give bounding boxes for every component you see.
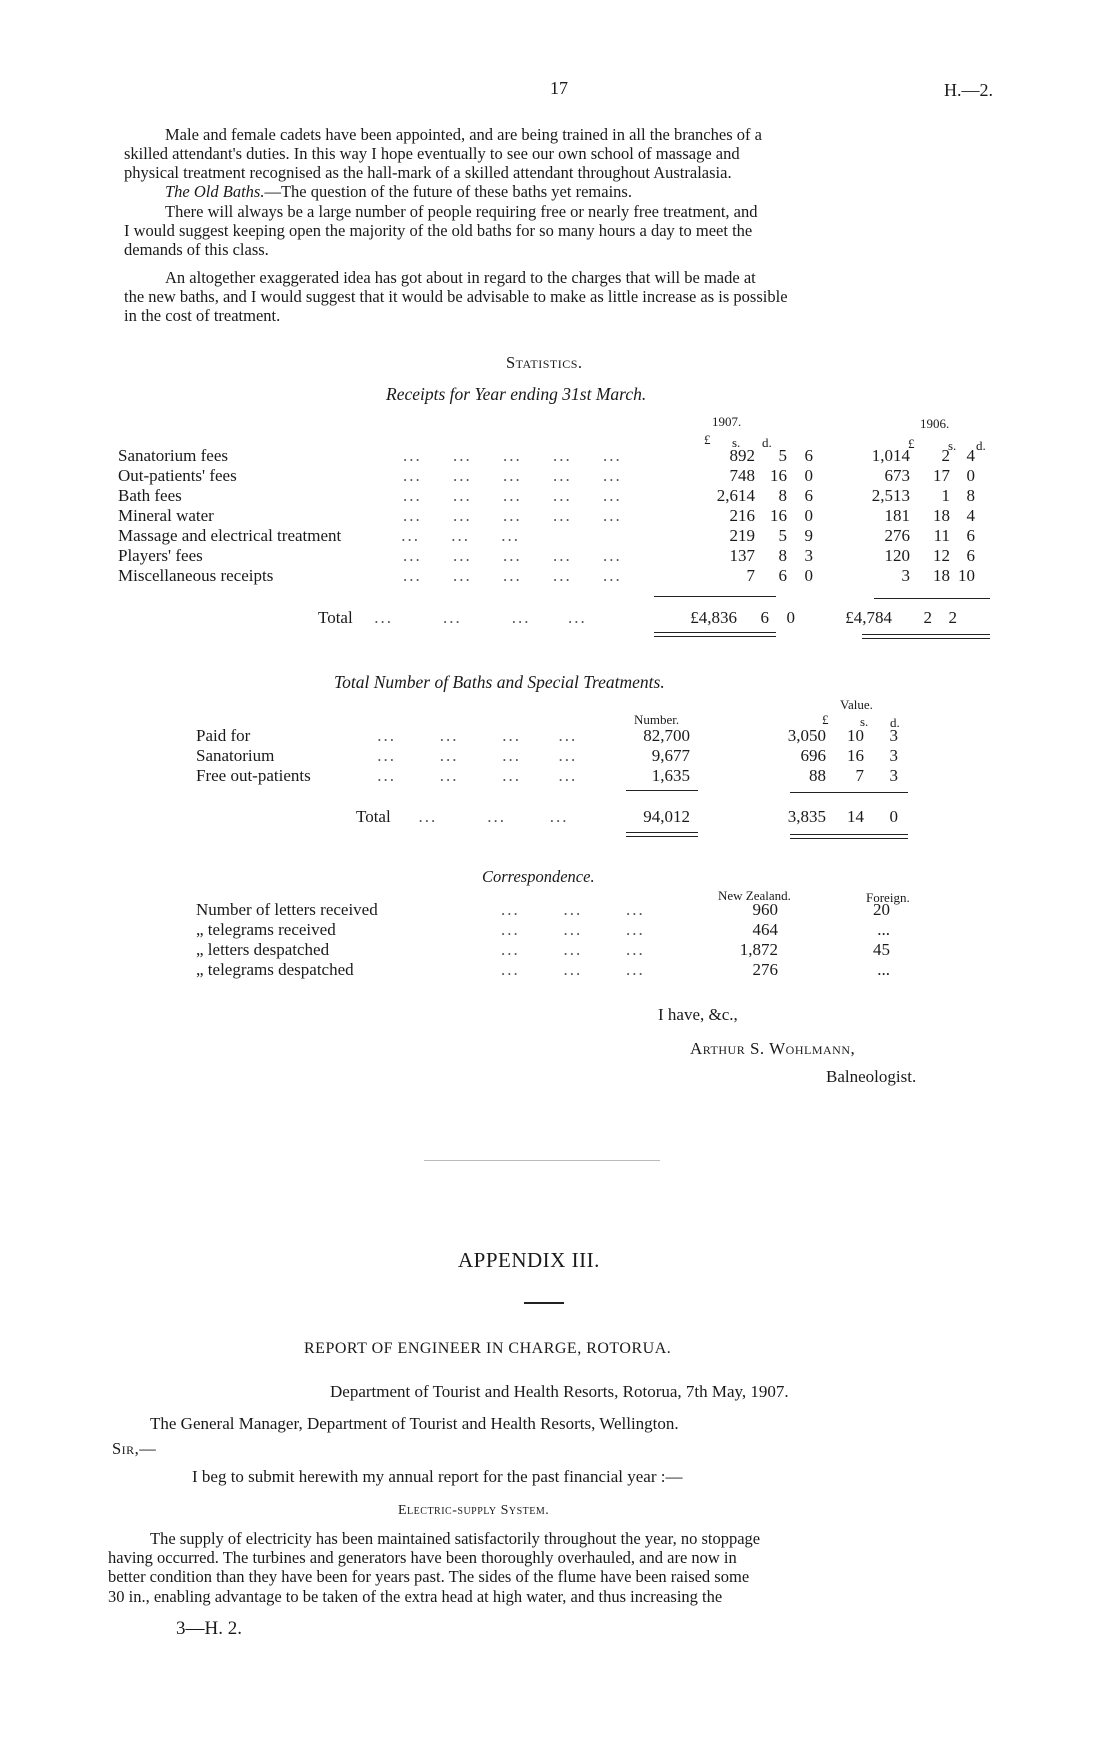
table-row: „ telegrams received ... ... ... 464 ... [196,920,890,939]
shilling-header: s. [948,438,957,453]
table-row: Sanatorium fees ... ... ... ... ... 892 5 6 1,014 2 4 [118,446,975,465]
total-value-pence: 0 [889,807,898,826]
total-label: Total [356,807,391,826]
signature-mark: 3—H. 2. [176,1618,242,1639]
page-number: 17 [550,78,568,98]
subtotal-rule [874,598,990,599]
table-row: Bath fees ... ... ... ... ... 2,614 8 6 2,513 1 8 [118,486,975,505]
baths-title: Total Number of Baths and Special Treatments. [334,672,665,692]
statistics-title: Statistics. [506,353,583,372]
subtotal-rule [626,790,698,791]
intro-line: skilled attendant's duties. In this way I hope eventually to see our own school of massage and [124,144,740,163]
old-baths-line [165,183,632,200]
heading-rule [524,1302,564,1304]
total-label: Total [318,608,353,627]
body-line: The supply of electricity has been maintained satisfactorily throughout the year, no stoppage [150,1529,761,1548]
total-1907-pounds: £4,836 [690,608,737,627]
intro-line: the new baths, and I would suggest that it would be advisable to make as little increase as is possible [124,287,788,306]
old-baths-label: The Old Baths. [165,182,265,201]
table-row: Total ... ... ... ... £4,836 6 0 £4,784 2 2 [318,608,957,627]
total-number: 94,012 [643,807,690,826]
total-1906-pence: 2 [948,608,957,627]
year-1907-label: 1907. [712,414,742,429]
receipt-label: Massage and electrical treatment ... ... ... [118,526,520,545]
intro-line: I would suggest keeping open the majority of the old baths for so many hours a day to meet the [124,221,753,240]
total-1906-shillings: 2 [923,608,932,627]
pound-header: £ [704,432,711,447]
table-row: Massage and electrical treatment ... ... ... 219 5 9 276 11 6 [118,526,975,545]
receipt-label: Out-patients' fees [118,466,237,485]
table-row: Paid for ... ... ... ... 82,700 3,050 10 3 [196,726,898,745]
intro-line: demands of this class. [124,240,269,259]
pence-header: d. [762,435,772,450]
year-1906-label: 1906. [920,416,950,431]
number-header: Number. [634,712,680,727]
new-zealand-header: New Zealand. [718,888,791,903]
intro-line: in the cost of treatment. [124,306,281,325]
receipt-label: Bath fees [118,486,182,505]
receipts-table [118,446,975,586]
correspondence-title: Correspondence. [482,867,595,886]
receipt-label: Miscellaneous receipts [118,566,274,585]
total-double-rule [790,834,908,839]
table-row: Miscellaneous receipts ... ... ... ... ... 7 6 0 3 18 10 [118,566,975,585]
table-row: Players' fees ... ... ... ... ... 137 8 3 120 12 6 [118,546,975,565]
salutation: Sir,— [112,1439,157,1458]
section-divider [424,1160,660,1161]
body-line: 30 in., enabling advantage to be taken of the extra head at high water, and thus increasing the [108,1587,723,1606]
body-line: better condition than they have been for years past. The sides of the flume have been raised some [108,1567,750,1586]
total-double-rule [626,832,698,837]
table-row: Total ... ... ... 94,012 3,835 14 0 [356,807,898,826]
table-row: Mineral water ... ... ... ... ... 216 16 0 181 18 4 [118,506,975,525]
old-baths-text: —The question of the future of these baths yet remains. [264,182,632,201]
intro-line: Male and female cadets have been appointed, and are being trained in all the branches of a [165,125,762,144]
table-row: Number of letters received ... ... ... 960 20 [196,900,890,919]
baths-label: Paid for [196,726,251,745]
addressee: The General Manager, Department of Tourist and Health Resorts, Wellington. [150,1414,679,1433]
baths-label: Sanatorium [196,746,275,765]
author-name: Arthur S. Wohlmann, [690,1039,856,1058]
receipts-total-row [318,608,957,628]
total-double-rule [862,634,990,639]
pence-header: d. [890,715,900,730]
body-line: having occurred. The turbines and generators have been thoroughly overhauled, and are now in [108,1548,737,1567]
report-title: REPORT OF ENGINEER IN CHARGE, ROTORUA. [304,1340,672,1357]
baths-label: Free out-patients [196,766,311,785]
shilling-header: s. [860,714,869,729]
baths-total-row [356,807,898,827]
subtotal-rule [654,596,776,597]
intro-line: physical treatment recognised as the hall-mark of a skilled attendant throughout Australasia. [124,163,732,182]
subtotal-rule [790,792,908,793]
receipts-rows [118,446,975,586]
value-header: Value. [840,697,873,712]
correspondence-label: „ letters despatched [196,940,330,959]
dateline: Department of Tourist and Health Resorts, Rotorua, 7th May, 1907. [330,1382,789,1401]
correspondence-label: Number of letters received [196,900,378,919]
pound-header: £ [908,436,915,451]
pound-header: £ [822,712,829,727]
correspondence-label: „ telegrams despatched [196,960,354,979]
opening-line: I beg to submit herewith my annual report for the past financial year :— [192,1467,683,1486]
pence-header: d. [976,438,986,453]
table-row: Out-patients' fees ... ... ... ... ... 748 16 0 673 17 0 [118,466,975,485]
table-row: „ letters despatched ... ... ... 1,872 45 [196,940,890,959]
author-title: Balneologist. [826,1067,917,1086]
receipt-label: Players' fees [118,546,203,565]
correspondence-table [196,900,890,980]
total-1906-pounds: £4,784 [845,608,892,627]
intro-line: There will always be a large number of people requiring free or nearly free treatment, and [165,202,758,221]
section-title: Electric-supply System. [398,1503,550,1518]
total-double-rule [654,632,776,637]
table-row: Free out-patients ... ... ... ... 1,635 88 7 3 [196,766,898,785]
table-row: „ telegrams despatched ... ... ... 276 ... [196,960,890,979]
receipts-title: Receipts for Year ending 31st March. [386,384,647,404]
intro-line: An altogether exaggerated idea has got about in regard to the charges that will be made at [165,268,756,287]
correspondence-label: „ telegrams received [196,920,336,939]
document-reference: H.—2. [944,80,993,100]
receipt-label: Sanatorium fees [118,446,228,465]
receipt-label: Mineral water [118,506,214,525]
baths-table [196,726,898,786]
shilling-header: s. [732,435,741,450]
foreign-header: Foreign. [866,890,910,905]
table-row: Sanatorium ... ... ... ... 9,677 696 16 3 [196,746,898,765]
closing: I have, &c., [658,1005,738,1024]
total-1907-pence: 0 [786,608,795,627]
total-value-shillings: 14 [847,807,864,826]
appendix-heading: APPENDIX III. [458,1248,600,1272]
total-value-pounds: 3,835 [787,807,826,826]
total-1907-shillings: 6 [760,608,769,627]
